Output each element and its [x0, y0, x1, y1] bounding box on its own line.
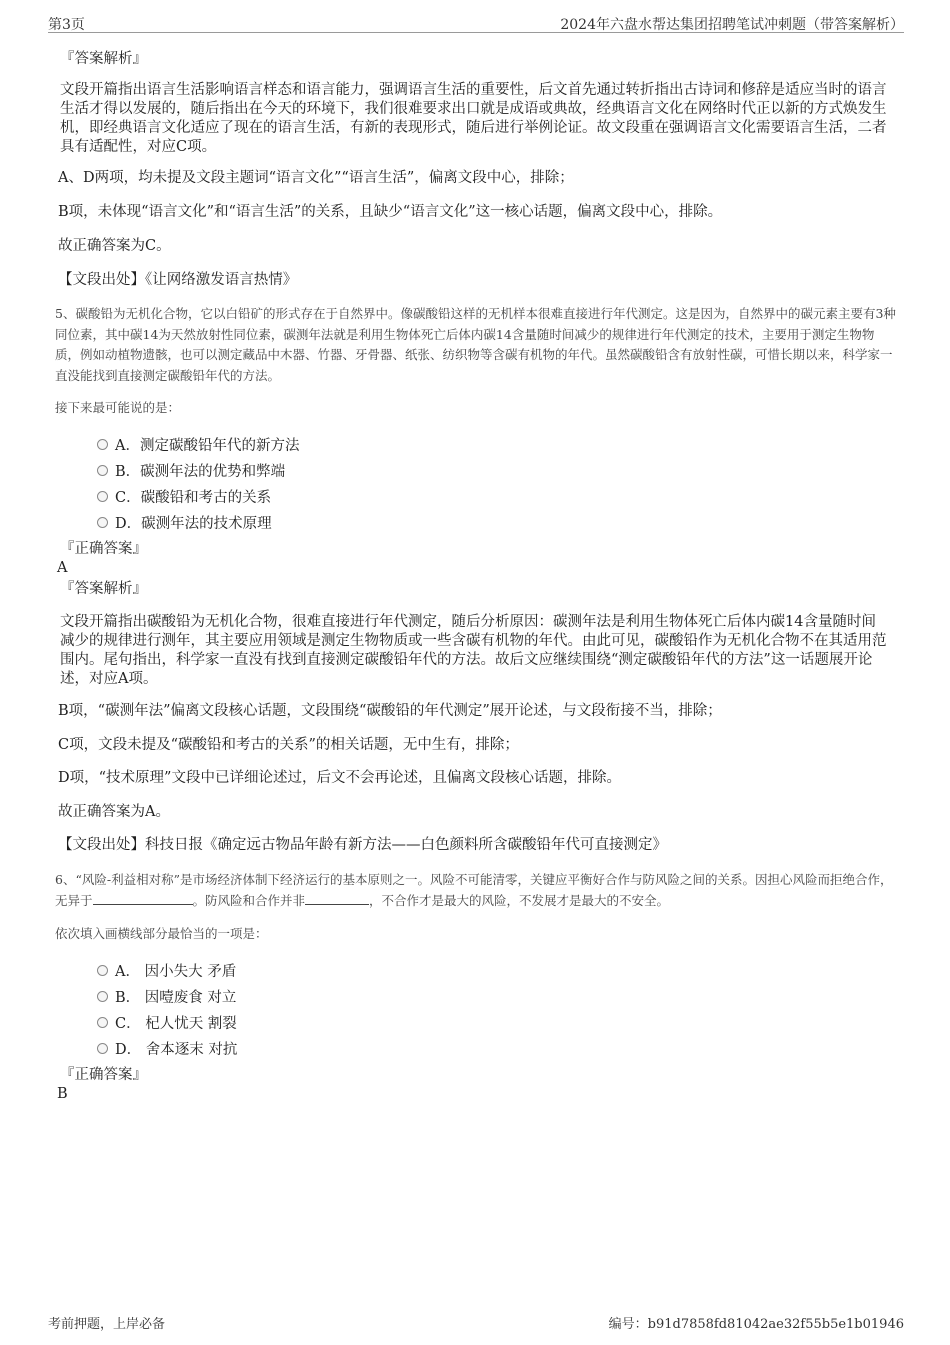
q5-option-d-note: D项，“技术原理”文段中已详细论述过，后文不会再论述，且偏离文段核心话题，排除。 [58, 770, 621, 786]
q6-stem-part-3: ，不合作才是最大的风险，不发展才是最大的不安全。 [369, 892, 670, 908]
q5-option-b-note: B项，“碳测年法”偏离文段核心话题，文段围绕“碳酸铅的年代测定”展开论述，与文段衔接不当，排除； [58, 703, 722, 719]
q6-option-a-label: A． 因小失大 矛盾 [115, 964, 237, 980]
q5-stem: 5、碳酸铅为无机化合物，它以白铅矿的形式存在于自然界中。像碳酸铅这样的无机样本很难直接进行年代测定。这是因为，自然界中的碳元素主要有3种同位素，其中碳14为天然放射性同位素，碳测年法就是利用生物体死亡后体内碳14含量随时间减少的规律进行年代测定的技术，主要用于测定生物物质，例如动植物遗骸，也可以测定藏品中木器、竹器、牙骨器、纸张、纺织物等含碳有机物的年代。虽然碳酸铅含有放射性碳，可惜长期以来，科学家一直没能找到直接测定碳酸铅年代的方法。 [55, 306, 896, 383]
q6-option-d-label: D． 舍本逐末 对抗 [115, 1042, 238, 1058]
q5-answer-label: 『正确答案』 [60, 541, 147, 557]
q5-option-c-label: C．碳酸铅和考古的关系 [115, 490, 272, 506]
q5-option-c-note: C项，文段未提及“碳酸铅和考古的关系”的相关话题，无中生有，排除； [58, 737, 519, 753]
radio-icon[interactable] [97, 991, 108, 1002]
q6-option-b-label: B． 因噎废食 对立 [115, 990, 237, 1006]
q6-prompt: 依次填入画横线部分最恰当的一项是： [55, 926, 268, 941]
q6-stem [55, 870, 897, 911]
q6-blank-1 [93, 892, 193, 905]
prev-analysis-label: 『答案解析』 [60, 51, 147, 67]
q5-analysis-label: 『答案解析』 [60, 581, 147, 597]
document-title: 2024年六盘水帮达集团招聘笔试冲刺题（带答案解析） [560, 17, 904, 33]
q5-prompt: 接下来最可能说的是： [55, 400, 181, 415]
footer-slogan: 考前押题，上岸必备 [48, 1317, 166, 1332]
radio-icon[interactable] [97, 965, 108, 976]
footer-doc-id: 编号：b91d7858fd81042ae32f55b5e1b01946 [608, 1317, 904, 1332]
prev-conclusion: 故正确答案为C。 [58, 238, 171, 254]
q5-option-b-label: B．碳测年法的优势和弊端 [115, 464, 286, 480]
page-header [48, 12, 904, 33]
q6-answer-label: 『正确答案』 [60, 1067, 147, 1083]
q6-stem-part-1: 6、“风险-利益相对称”是市场经济体制下经济运行的基本原则之一。风险不可能清零，关键应平衡好合作与防风险之间的关系。因担心风险而拒绝合作，无异于 [55, 872, 893, 908]
prev-analysis-text: 文段开篇指出语言生活影响语言样态和语言能力，强调语言生活的重要性，后文首先通过转折指出古诗词和修辞是适应当时的语言生活才得以发展的，随后指出在今天的环境下，我们很难要求出口就是成语或典故，经典语言文化在网络时代正以新的方式焕发生机，即经典语言文化适应了现在的语言生活，有新的表现形式，随后进行举例论证。故文段重在强调语言文化需要语言生活，二者具有适配性，对应C项。 [60, 82, 887, 155]
radio-icon[interactable] [97, 517, 108, 528]
radio-icon[interactable] [97, 465, 108, 476]
prev-option-b-note: B项，未体现“语言文化”和“语言生活”的关系，且缺少“语言文化”这一核心话题，偏离文段中心，排除。 [58, 204, 723, 220]
q6-option-c-label: C． 杞人忧天 割裂 [115, 1016, 237, 1032]
q5-source: 【文段出处】科技日报《确定远古物品年龄有新方法——白色颜料所含碳酸铅年代可直接测定》 [58, 837, 667, 853]
prev-option-ad-note: A、D两项，均未提及文段主题词“语言文化”“语言生活”，偏离文段中心，排除； [58, 170, 574, 186]
q5-option-d-label: D．碳测年法的技术原理 [115, 516, 272, 532]
q5-answer: A [57, 560, 68, 576]
page-number: 第3页 [48, 17, 85, 33]
q6-stem-part-2: 。防风险和合作并非 [192, 892, 306, 908]
q6-answer: B [57, 1086, 68, 1102]
radio-icon[interactable] [97, 439, 108, 450]
q5-analysis-text: 文段开篇指出碳酸铅为无机化合物，很难直接进行年代测定，随后分析原因：碳测年法是利用生物体死亡后体内碳14含量随时间减少的规律进行测年，其主要应用领域是测定生物物质或一些含碳有机物的年代。由此可见，碳酸铅作为无机化合物不在其适用范围内。尾句指出，科学家一直没有找到直接测定碳酸铅年代的方法。故后文应继续围绕“测定碳酸铅年代的方法”这一话题展开论述，对应A项。 [60, 614, 887, 687]
q5-option-a-label: A．测定碳酸铅年代的新方法 [115, 438, 300, 454]
q5-conclusion: 故正确答案为A。 [58, 804, 170, 820]
radio-icon[interactable] [97, 1017, 108, 1028]
radio-icon[interactable] [97, 1043, 108, 1054]
radio-icon[interactable] [97, 491, 108, 502]
page-footer [48, 1313, 904, 1333]
q6-blank-2 [305, 892, 369, 905]
prev-source: 【文段出处】《让网络激发语言热情》 [58, 272, 298, 288]
